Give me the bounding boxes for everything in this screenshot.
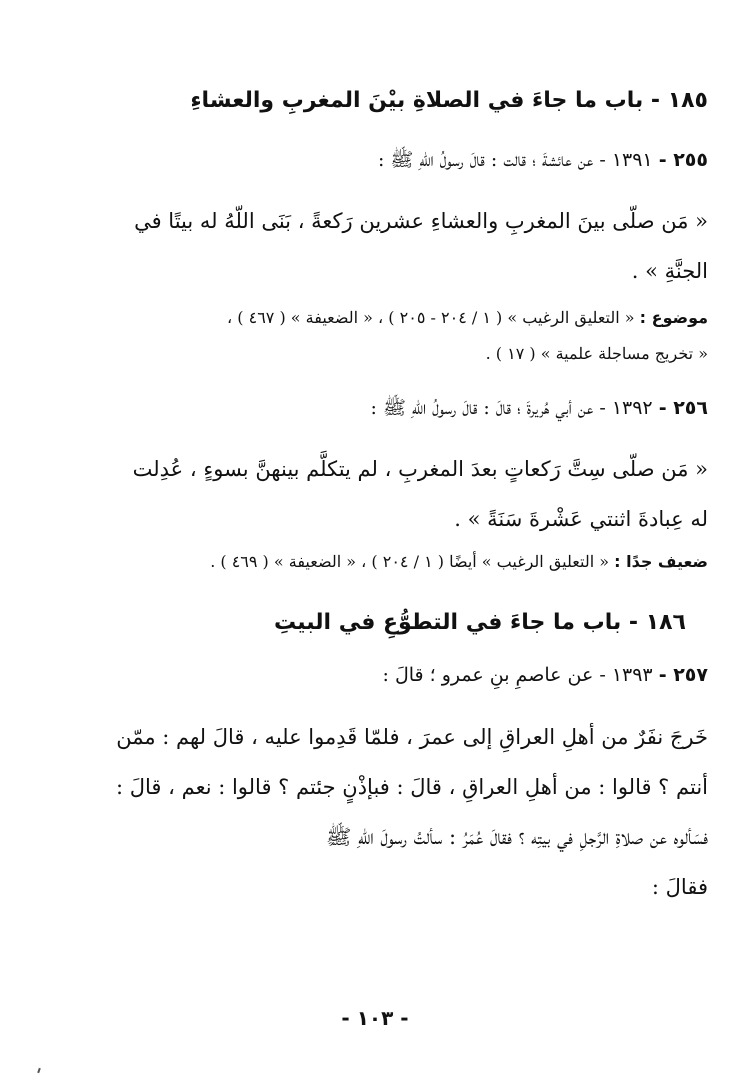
hadith-number: ٢٥٦ -: [658, 397, 708, 419]
source-reference: « التعليق الرغيب » ( ١ / ٢٠٤ - ٢٠٥ ) ، « الضعيفة » ( ٤٦٧ ) ،: [227, 308, 635, 327]
hadith-256-text-line-2: له عِبادةَ اثنتي عَشْرةَ سَنَةً » .: [454, 507, 708, 531]
scan-speck: [37, 1068, 41, 1073]
hadith-257-text-line-3: فسَألوه عن صلاةِ الرَّجلِ في بيتِه ؟ فقالَ عُمَرُ : سألتُ رسولَ اللّهِ ﷺ: [326, 825, 708, 849]
chapter-number: ١٨٥ -: [650, 88, 708, 113]
hadith-255-text-line-1: « مَن صلّى بينَ المغربِ والعشاءِ عشرين رَكعةً ، بَنَى اللّهُ له بيتًا في: [134, 209, 708, 233]
chapter-heading-186: [88, 610, 686, 635]
source-reference: « التعليق الرغيب » أيضًا ( ١ / ٢٠٤ ) ، « الضعيفة » ( ٤٦٩ ) .: [210, 552, 610, 571]
hadith-reference: ١٣٩١ - عن عائشةَ ؛ قالت : قالَ رسولُ اللّهِ ﷺ :: [377, 149, 653, 171]
chapter-number: ١٨٦ -: [628, 610, 686, 635]
hadith-256-text-line-1: « مَن صلّى سِتَّ رَكعاتٍ بعدَ المغربِ ، لم يتكلَّم بينهنَّ بسوءٍ ، عُدِلت: [132, 457, 708, 481]
hadith-reference: ١٣٩٢ - عن أبي هُريرةَ ؛ قالَ : قالَ رسولُ اللّهِ ﷺ :: [370, 397, 653, 419]
hadith-255-text-line-2: الجنَّةِ » .: [631, 259, 708, 283]
chapter-title: باب ما جاءَ في التطوُّعِ في البيتِ: [273, 610, 622, 635]
hadith-257-text-line-2: أنتم ؟ قالوا : من أهلِ العراقِ ، قالَ : فبإذْنٍ جئتم ؟ قالوا : نعم ، قالَ :: [116, 775, 708, 799]
hadith-255-grading: [88, 302, 708, 334]
hadith-255-source-line-2: « تخريج مساجلة علمية » ( ١٧ ) .: [485, 344, 708, 363]
hadith-number: ٢٥٥ -: [658, 149, 708, 171]
book-page: [88, 0, 708, 1088]
hadith-256-header: [88, 396, 708, 424]
hadith-257-text-line-1: خَرجَ نفَرٌ من أهلِ العراقِ إلى عمرَ ، فلمّا قَدِموا عليه ، قالَ لهم : ممّن: [116, 725, 708, 749]
hadith-reference: ١٣٩٣ - عن عاصمِ بنِ عمرو ؛ قالَ :: [382, 664, 653, 686]
hadith-255-header: [88, 148, 708, 176]
chapter-title: باب ما جاءَ في الصلاةِ بيْنَ المغربِ والعشاءِ: [190, 88, 644, 113]
hadith-grade: ضعيف جدًا :: [614, 552, 708, 571]
hadith-grade: موضوع :: [639, 308, 708, 327]
hadith-257-text-line-4: فقالَ :: [651, 875, 708, 899]
hadith-257-header: [88, 664, 708, 686]
chapter-heading-185: [88, 88, 708, 113]
hadith-256-grading: [88, 546, 708, 578]
page-number: - ١٠٣ -: [341, 1006, 409, 1030]
hadith-number: ٢٥٧ -: [658, 664, 708, 686]
